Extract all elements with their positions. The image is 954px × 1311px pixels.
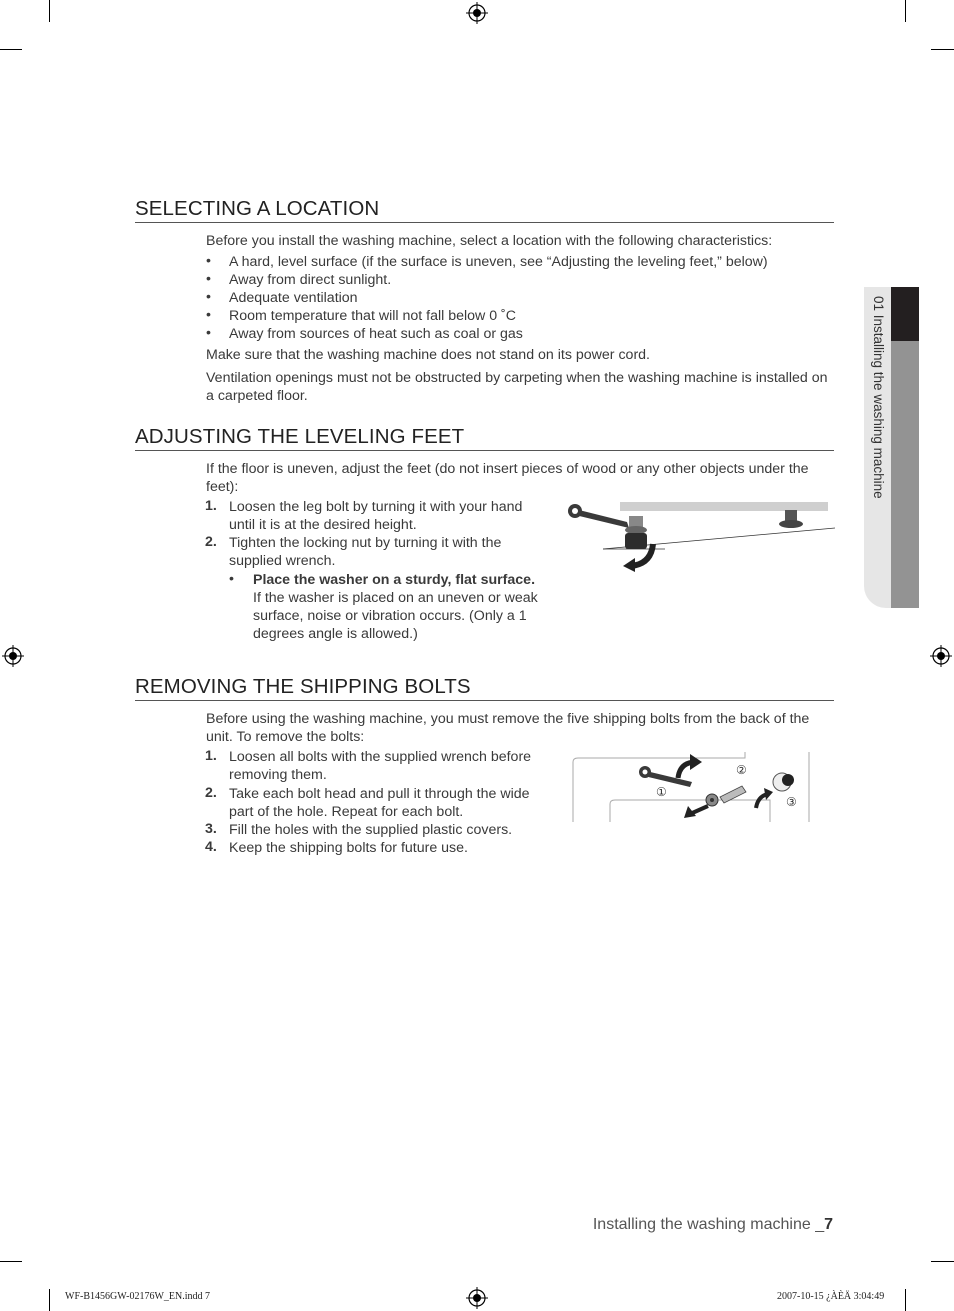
shipping-bolts-illustration (570, 750, 812, 824)
section-heading-bolts: REMOVING THE SHIPPING BOLTS (135, 675, 834, 701)
registration-mark-icon (2, 645, 24, 667)
bullet: • (206, 307, 211, 323)
step-number: 3. (205, 821, 217, 837)
location-bullet: Away from sources of heat such as coal or gas (229, 326, 523, 342)
location-bullet: Away from direct sunlight. (229, 272, 392, 288)
print-slug-file: WF-B1456GW-02176W_EN.indd 7 (65, 1291, 210, 1302)
crop-mark (931, 49, 954, 50)
step-number: 2. (205, 534, 217, 550)
bullet: • (206, 253, 211, 269)
crop-mark (0, 1261, 22, 1262)
bullet: • (206, 325, 211, 341)
location-note-ventilation: Ventilation openings must not be obstructed by carpeting when the washing machine is installed on a carpeted floor. (206, 370, 828, 404)
leveling-feet-illustration (565, 500, 835, 572)
page-number: 7 (824, 1216, 833, 1233)
bullet: • (206, 289, 211, 305)
crop-mark (49, 1289, 50, 1311)
bolts-step: Loosen all bolts with the supplied wrench before removing them. (229, 749, 532, 783)
crop-mark (0, 49, 22, 50)
registration-mark-icon (466, 2, 488, 24)
wrench-icon (568, 504, 629, 528)
bolts-step: Keep the shipping bolts for future use. (229, 840, 468, 856)
crop-mark (905, 1289, 906, 1311)
step-number: 2. (205, 785, 217, 801)
bullet: • (229, 571, 234, 587)
bullet: • (206, 271, 211, 287)
leveling-sub-heading: Place the washer on a sturdy, flat surface. (253, 572, 536, 588)
section-heading-leveling: ADJUSTING THE LEVELING FEET (135, 425, 834, 451)
crop-mark (905, 0, 906, 22)
callout-3: ③ (786, 795, 797, 809)
leveling-intro: If the floor is uneven, adjust the feet (do not insert pieces of wood or any other objects under the feet): (206, 461, 809, 495)
step-number: 4. (205, 839, 217, 855)
page-footer (593, 1216, 833, 1234)
step-number: 1. (205, 498, 217, 514)
location-bullet: A hard, level surface (if the surface is uneven, see “Adjusting the leveling feet,” below) (229, 254, 768, 270)
location-bullet: Adequate ventilation (229, 290, 358, 306)
registration-mark-icon (930, 645, 952, 667)
callout-1: ① (656, 785, 667, 799)
bolts-step: Take each bolt head and pull it through the wide part of the hole. Repeat for each bolt. (229, 786, 530, 820)
registration-mark-icon (466, 1287, 488, 1309)
leveling-sub-text: If the washer is placed on an uneven or weak surface, noise or vibration occurs. (Only a 1 degrees angle is allowed.) (253, 590, 538, 642)
location-bullet: Room temperature that will not fall below 0 ˚C (229, 308, 517, 324)
crop-mark (931, 1261, 954, 1262)
side-tab-strip (891, 341, 919, 608)
print-slug-date: 2007-10-15 ¿ÀÈÄ 3:04:49 (777, 1291, 885, 1302)
callout-2: ② (736, 763, 747, 777)
section-heading-location: SELECTING A LOCATION (135, 197, 834, 223)
side-tab-label: 01 Installing the washing machine (871, 296, 886, 499)
bolts-intro: Before using the washing machine, you must remove the five shipping bolts from the back of the unit. To remove the bolts: (206, 711, 810, 745)
footer-text: Installing the washing machine _ (592, 1216, 825, 1233)
side-tab-marker (891, 287, 919, 341)
bolts-step: Fill the holes with the supplied plastic covers. (229, 822, 513, 838)
leveling-step: Tighten the locking nut by turning it with the supplied wrench. (229, 535, 502, 569)
crop-mark (49, 0, 50, 22)
step-number: 1. (205, 748, 217, 764)
leveling-step: Loosen the leg bolt by turning it with your hand until it is at the desired height. (229, 499, 523, 533)
location-note-cord: Make sure that the washing machine does not stand on its power cord. (206, 347, 651, 363)
location-intro: Before you install the washing machine, select a location with the following characteristics: (206, 233, 773, 249)
